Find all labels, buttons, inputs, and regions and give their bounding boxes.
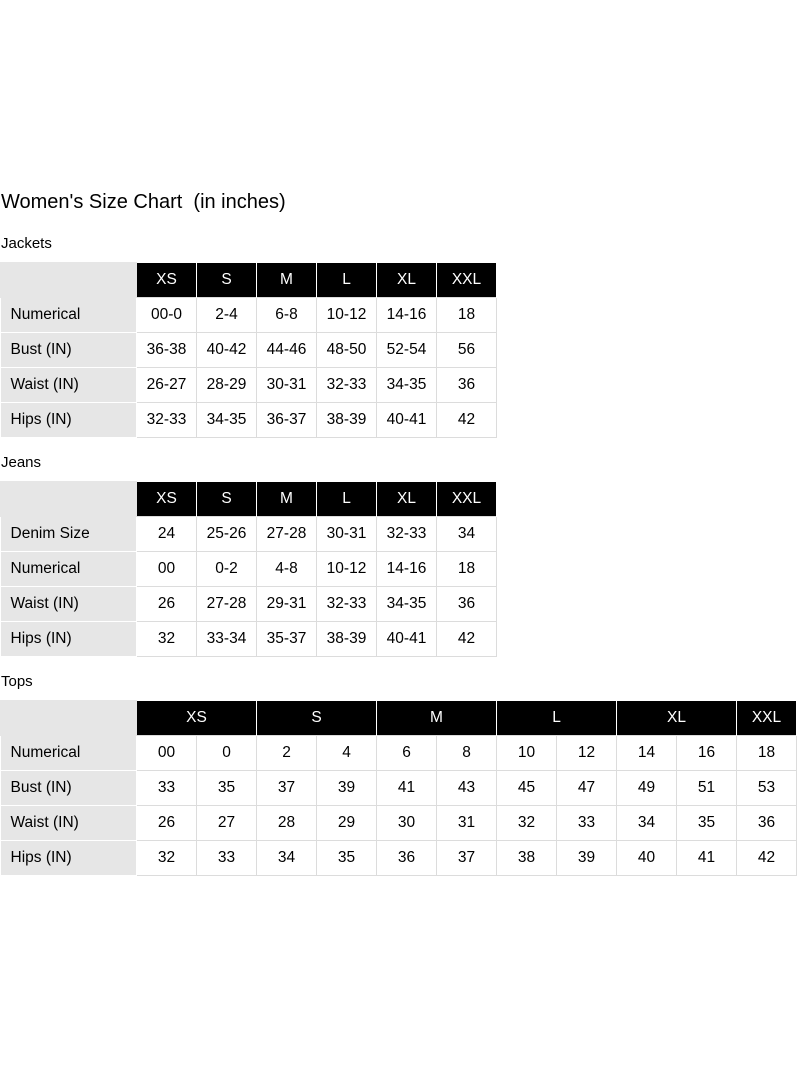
table-cell: 48-50: [317, 333, 377, 368]
table-cell: 2: [257, 736, 317, 771]
table-cell: 14-16: [377, 552, 437, 587]
table-row: [1, 622, 497, 657]
table-cell: 33-34: [197, 622, 257, 657]
table-cell: 36-38: [137, 333, 197, 368]
table-cell: 42: [437, 622, 497, 657]
table-cell: 35: [197, 771, 257, 806]
table-cell: 30: [377, 806, 437, 841]
table-cell: 36: [377, 841, 437, 876]
jackets-header-row: [1, 263, 497, 298]
table-cell: 12: [557, 736, 617, 771]
table-cell: 52-54: [377, 333, 437, 368]
table-cell: 33: [137, 771, 197, 806]
size-header: S: [197, 482, 257, 517]
size-header: XXL: [737, 701, 797, 736]
table-cell: 24: [137, 517, 197, 552]
page-title: Women's Size Chart (in inches): [1, 191, 286, 213]
table-cell: 6: [377, 736, 437, 771]
table-cell: 36-37: [257, 403, 317, 438]
table-cell: 40-42: [197, 333, 257, 368]
table-row: [1, 736, 797, 771]
table-cell: 10-12: [317, 298, 377, 333]
table-cell: 00: [137, 552, 197, 587]
table-cell: 34: [257, 841, 317, 876]
table-cell: 36: [737, 806, 797, 841]
table-row: [1, 552, 497, 587]
table-cell: 47: [557, 771, 617, 806]
table-cell: 34-35: [377, 368, 437, 403]
size-header: M: [377, 701, 497, 736]
size-header: XXL: [437, 482, 497, 517]
table-cell: 32-33: [317, 368, 377, 403]
table-cell: 0: [197, 736, 257, 771]
jeans-size-table: [0, 481, 497, 657]
table-cell: 26-27: [137, 368, 197, 403]
table-cell: 29: [317, 806, 377, 841]
size-header: L: [317, 263, 377, 298]
table-cell: 40: [617, 841, 677, 876]
tops-section-title: Tops: [1, 673, 33, 690]
table-cell: 32-33: [377, 517, 437, 552]
size-header: L: [497, 701, 617, 736]
table-cell: 30-31: [317, 517, 377, 552]
row-label: Hips (IN): [1, 622, 137, 657]
table-cell: 45: [497, 771, 557, 806]
table-row: [1, 298, 497, 333]
size-header: XL: [377, 482, 437, 517]
table-cell: 35: [317, 841, 377, 876]
row-label: Waist (IN): [1, 806, 137, 841]
table-cell: 37: [257, 771, 317, 806]
size-header: S: [197, 263, 257, 298]
table-cell: 28-29: [197, 368, 257, 403]
corner-cell: [1, 701, 137, 736]
size-header: XL: [377, 263, 437, 298]
corner-cell: [1, 263, 137, 298]
table-cell: 49: [617, 771, 677, 806]
size-header: L: [317, 482, 377, 517]
table-cell: 8: [437, 736, 497, 771]
table-cell: 38-39: [317, 403, 377, 438]
table-cell: 4-8: [257, 552, 317, 587]
table-row: [1, 771, 797, 806]
table-cell: 43: [437, 771, 497, 806]
table-cell: 27: [197, 806, 257, 841]
size-header: XS: [137, 263, 197, 298]
table-cell: 34-35: [377, 587, 437, 622]
table-cell: 35: [677, 806, 737, 841]
table-cell: 41: [677, 841, 737, 876]
table-cell: 51: [677, 771, 737, 806]
row-label: Numerical: [1, 736, 137, 771]
table-cell: 39: [557, 841, 617, 876]
table-cell: 4: [317, 736, 377, 771]
row-label: Hips (IN): [1, 841, 137, 876]
table-cell: 16: [677, 736, 737, 771]
table-cell: 42: [437, 403, 497, 438]
table-cell: 26: [137, 587, 197, 622]
table-cell: 18: [437, 552, 497, 587]
table-cell: 14: [617, 736, 677, 771]
table-cell: 34: [437, 517, 497, 552]
table-cell: 0-2: [197, 552, 257, 587]
table-row: [1, 333, 497, 368]
table-cell: 29-31: [257, 587, 317, 622]
jeans-section-title: Jeans: [1, 454, 42, 471]
row-label: Hips (IN): [1, 403, 137, 438]
row-label: Waist (IN): [1, 368, 137, 403]
table-cell: 14-16: [377, 298, 437, 333]
table-cell: 00: [137, 736, 197, 771]
table-cell: 53: [737, 771, 797, 806]
table-cell: 42: [737, 841, 797, 876]
table-cell: 36: [437, 587, 497, 622]
size-header: M: [257, 263, 317, 298]
table-cell: 32-33: [317, 587, 377, 622]
size-header: XS: [137, 701, 257, 736]
table-cell: 34-35: [197, 403, 257, 438]
table-cell: 26: [137, 806, 197, 841]
table-cell: 44-46: [257, 333, 317, 368]
table-cell: 32: [497, 806, 557, 841]
jeans-header-row: [1, 482, 497, 517]
table-row: [1, 587, 497, 622]
table-cell: 18: [437, 298, 497, 333]
corner-cell: [1, 482, 137, 517]
table-cell: 56: [437, 333, 497, 368]
table-row: [1, 806, 797, 841]
table-cell: 34: [617, 806, 677, 841]
table-cell: 25-26: [197, 517, 257, 552]
table-cell: 38-39: [317, 622, 377, 657]
table-cell: 33: [557, 806, 617, 841]
table-cell: 27-28: [257, 517, 317, 552]
table-cell: 33: [197, 841, 257, 876]
table-cell: 10-12: [317, 552, 377, 587]
jackets-size-table: [0, 262, 497, 438]
size-header: XXL: [437, 263, 497, 298]
table-cell: 30-31: [257, 368, 317, 403]
table-cell: 2-4: [197, 298, 257, 333]
table-cell: 32-33: [137, 403, 197, 438]
jackets-section-title: Jackets: [1, 235, 52, 252]
row-label: Bust (IN): [1, 333, 137, 368]
table-cell: 37: [437, 841, 497, 876]
table-cell: 27-28: [197, 587, 257, 622]
table-cell: 38: [497, 841, 557, 876]
row-label: Numerical: [1, 552, 137, 587]
table-cell: 40-41: [377, 403, 437, 438]
table-row: [1, 368, 497, 403]
size-header: M: [257, 482, 317, 517]
table-row: [1, 841, 797, 876]
table-cell: 32: [137, 841, 197, 876]
row-label: Waist (IN): [1, 587, 137, 622]
size-header: XL: [617, 701, 737, 736]
row-label: Denim Size: [1, 517, 137, 552]
table-row: [1, 517, 497, 552]
table-cell: 10: [497, 736, 557, 771]
table-cell: 28: [257, 806, 317, 841]
table-cell: 40-41: [377, 622, 437, 657]
row-label: Numerical: [1, 298, 137, 333]
table-cell: 39: [317, 771, 377, 806]
table-cell: 41: [377, 771, 437, 806]
size-header: XS: [137, 482, 197, 517]
table-cell: 6-8: [257, 298, 317, 333]
table-cell: 35-37: [257, 622, 317, 657]
table-cell: 32: [137, 622, 197, 657]
table-cell: 18: [737, 736, 797, 771]
table-cell: 31: [437, 806, 497, 841]
size-header: S: [257, 701, 377, 736]
tops-header-row: [1, 701, 797, 736]
tops-size-table: [0, 700, 797, 876]
row-label: Bust (IN): [1, 771, 137, 806]
table-cell: 36: [437, 368, 497, 403]
table-row: [1, 403, 497, 438]
table-cell: 00-0: [137, 298, 197, 333]
